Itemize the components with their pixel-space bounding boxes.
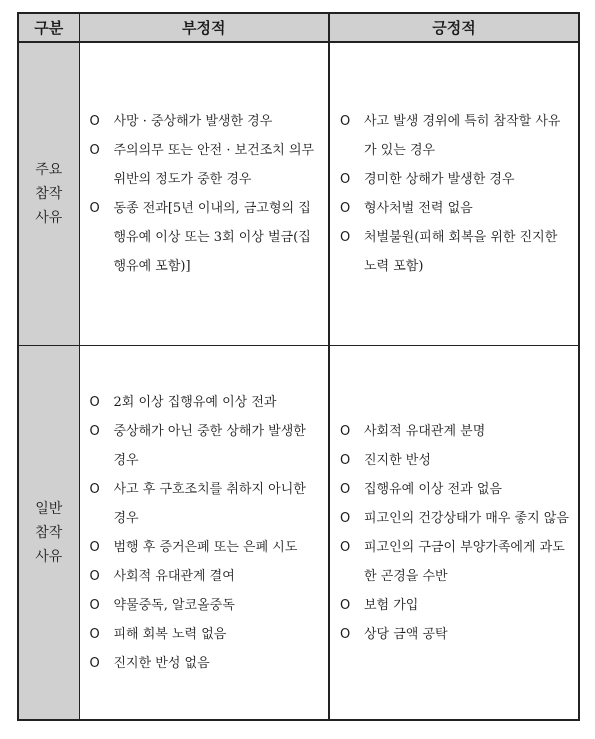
circle-bullet-icon: O — [340, 626, 351, 642]
list-item — [90, 136, 321, 194]
list-item-text: 피고인의 구금이 부양가족에게 과도한 곤경을 수반 — [364, 539, 565, 584]
circle-bullet-icon: O — [340, 539, 351, 555]
circle-bullet-icon: O — [89, 626, 100, 642]
list-item — [90, 107, 321, 136]
list-item — [340, 223, 570, 281]
circle-bullet-icon: O — [340, 423, 351, 439]
list-item-text: 형사처벌 전력 없음 — [364, 201, 473, 216]
main-positive-list — [340, 107, 570, 281]
label-line: 일반 — [35, 500, 63, 517]
header-category: 구분 — [18, 13, 79, 42]
list-item-text: 사회적 유대관계 결여 — [113, 568, 235, 584]
list-item — [340, 107, 570, 165]
label-main-factors — [18, 42, 79, 346]
header-positive: 긍정적 — [329, 13, 579, 42]
circle-bullet-icon: O — [89, 423, 100, 439]
circle-bullet-icon: O — [89, 597, 100, 613]
header-negative: 부정적 — [79, 13, 329, 42]
list-item-text: 범행 후 증거은폐 또는 은폐 시도 — [113, 539, 298, 555]
list-item-text: 상당 금액 공탁 — [364, 626, 448, 642]
main-negative-cell — [79, 42, 329, 346]
list-item-text: 진지한 반성 — [364, 452, 431, 468]
circle-bullet-icon: O — [89, 568, 100, 584]
list-item — [90, 475, 321, 533]
general-positive-list — [340, 417, 570, 649]
label-general-factors — [18, 346, 79, 721]
list-item — [340, 504, 570, 533]
circle-bullet-icon: O — [89, 481, 100, 497]
circle-bullet-icon: O — [89, 114, 100, 129]
list-item-text: 피고인의 건강상태가 매우 좋지 않음 — [364, 510, 569, 526]
list-item-text: 동종 전과[5년 이내의, 금고형의 집행유예 이상 또는 3회 이상 벌금(집행유예 포함)] — [113, 201, 311, 274]
list-item — [90, 388, 321, 417]
list-item — [90, 194, 321, 281]
list-item — [340, 446, 570, 475]
list-item — [340, 165, 570, 194]
list-item-text: 사회적 유대관계 분명 — [364, 423, 486, 439]
list-item — [90, 620, 321, 649]
general-negative-cell — [79, 346, 329, 721]
list-item-text: 사망 · 중상해가 발생한 경우 — [113, 114, 273, 129]
circle-bullet-icon: O — [89, 539, 100, 555]
circle-bullet-icon: O — [340, 452, 351, 468]
list-item-text: 사고 후 구호조치를 취하지 아니한 경우 — [113, 481, 306, 526]
list-item-text: 주의의무 또는 안전 · 보건조치 의무 위반의 정도가 중한 경우 — [113, 143, 315, 187]
list-item-text: 경미한 상해가 발생한 경우 — [364, 172, 515, 187]
label-line: 참작 — [35, 524, 63, 541]
circle-bullet-icon: O — [340, 114, 351, 129]
list-item-text: 보험 가입 — [364, 597, 419, 613]
list-item-text: 피해 회복 노력 없음 — [113, 626, 227, 642]
list-item — [90, 562, 321, 591]
list-item-text: 2회 이상 집행유예 이상 전과 — [113, 394, 277, 410]
label-line: 참작 — [35, 186, 63, 202]
circle-bullet-icon: O — [89, 201, 100, 216]
general-negative-list — [90, 388, 321, 678]
list-item-text: 사고 발생 경위에 특히 참작할 사유가 있는 경우 — [364, 114, 561, 158]
circle-bullet-icon: O — [340, 510, 351, 526]
circle-bullet-icon: O — [340, 172, 351, 187]
circle-bullet-icon: O — [89, 394, 100, 410]
row-main-factors — [18, 42, 579, 346]
circle-bullet-icon: O — [340, 201, 351, 216]
circle-bullet-icon: O — [89, 655, 100, 671]
main-positive-cell — [329, 42, 579, 346]
list-item-text: 중상해가 아닌 중한 상해가 발생한 경우 — [113, 423, 306, 468]
row-general-factors — [18, 346, 579, 721]
general-positive-cell — [329, 346, 579, 721]
list-item-text: 진지한 반성 없음 — [113, 655, 210, 671]
list-item — [340, 194, 570, 223]
circle-bullet-icon: O — [89, 143, 100, 158]
label-line: 사유 — [35, 210, 63, 226]
list-item-text: 약물중독, 알코올중독 — [113, 597, 235, 613]
header-row — [18, 13, 579, 42]
label-line: 사유 — [35, 548, 63, 565]
circle-bullet-icon: O — [340, 230, 351, 245]
list-item — [340, 475, 570, 504]
label-line: 주요 — [35, 162, 63, 178]
sentencing-factors-table — [17, 12, 580, 721]
list-item — [340, 417, 570, 446]
circle-bullet-icon: O — [340, 597, 351, 613]
list-item — [90, 417, 321, 475]
list-item — [340, 591, 570, 620]
list-item — [90, 591, 321, 620]
list-item — [340, 620, 570, 649]
main-negative-list — [90, 107, 321, 281]
list-item — [90, 649, 321, 678]
circle-bullet-icon: O — [340, 481, 351, 497]
list-item — [90, 533, 321, 562]
list-item-text: 처벌불원(피해 회복을 위한 진지한 노력 포함) — [364, 230, 558, 274]
list-item — [340, 533, 570, 591]
list-item-text: 집행유예 이상 전과 없음 — [364, 481, 502, 497]
